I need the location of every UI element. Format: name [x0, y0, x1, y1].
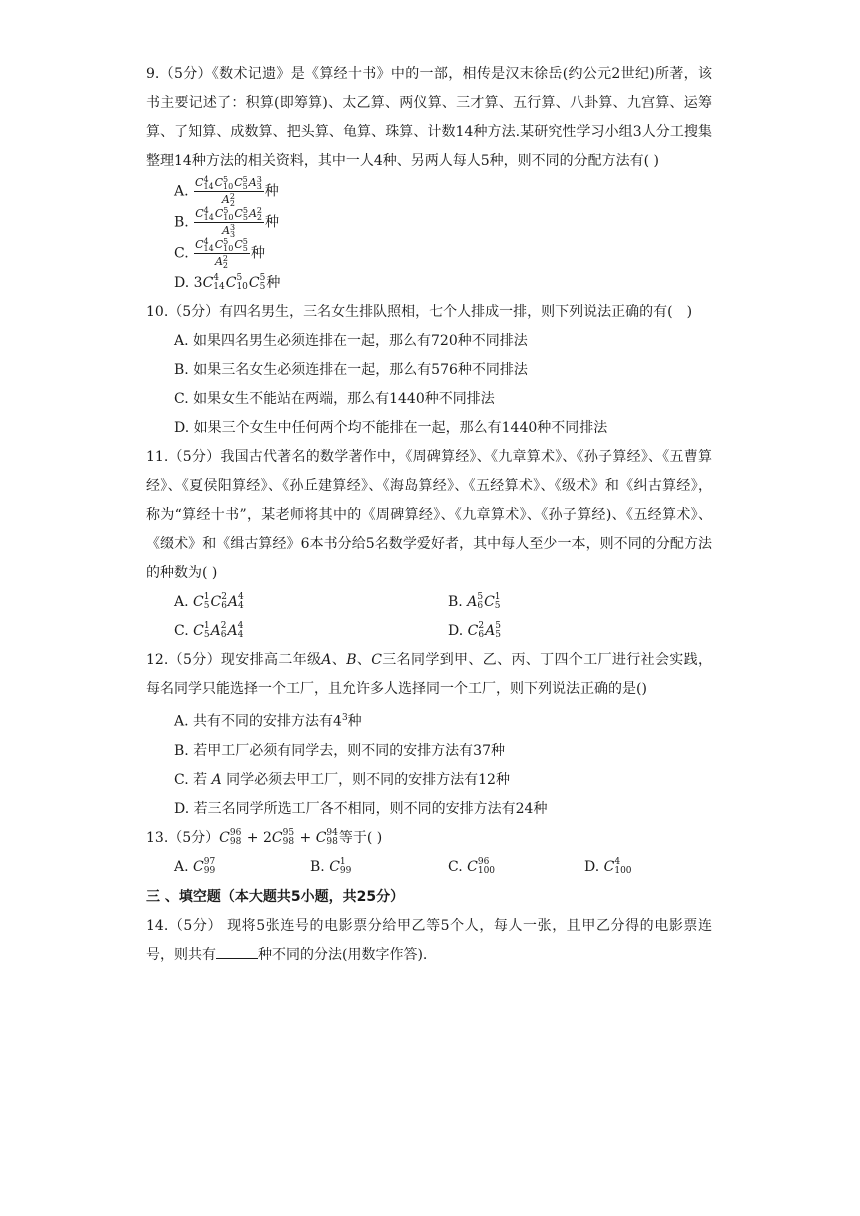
section-heading-fill-in: 三 、填空题（本大题共5小题，共25分）: [146, 888, 405, 905]
question-13-option-b[interactable]: B. C 1 99: [310, 856, 352, 876]
question-10-option-c[interactable]: C. 如果女生不能站在两端，那么有1440种不同排法: [174, 391, 495, 407]
question-12: [146, 646, 712, 824]
question-12-option-d[interactable]: D. 若三名同学所选工厂各不相同，则不同的安排方法有24种: [174, 800, 548, 817]
answer-blank[interactable]: [216, 944, 258, 959]
question-9-option-c[interactable]: C. C 4 14 C 5 10 C 5 5 A 2 2 种: [174, 237, 265, 270]
question-10-stem: 10.（5分）有四名男生，三名女生排队照相，七个人排成一排，则下列说法正确的有( ): [146, 304, 693, 320]
question-12-stem: 12.（5分）现安排高二年级A、B、C三名同学到甲、乙、丙、丁四个工厂进行社会实践，每名同学只能选择一个工厂，且允许多人选择同一个工厂，则下列说法正确的是(): [146, 652, 713, 697]
question-9-stem: 9.（5分）《数术记遗》是《算经十书》中的一部，相传是汉末徐岳(约公元2世纪)所著，该书主要记述了：积算(即筹算)、太乙算、两仪算、三才算、五行算、八卦算、九宫算、运筹算、了知算、成数算、把头算、龟算、珠算、计数14种方法.某研究性学习小组3人分工搜集整理14种方法的相关资料，其中一人4种、另两人每人5种，则不同的分配方法有( ): [146, 66, 712, 169]
question-10-option-a[interactable]: A. 如果四名男生必须连排在一起，那么有720种不同排法: [174, 333, 528, 349]
question-14-stem: 14.（5分） 现将5张连号的电影票分给甲乙等5个人，每人一张，且甲乙分得的电影票连号，则共有 种不同的分法(用数字作答).: [146, 917, 712, 963]
exam-page: [146, 60, 712, 970]
question-10-option-b[interactable]: B. 如果三名女生必须连排在一起，那么有576种不同排法: [174, 362, 528, 378]
question-10: [146, 298, 712, 443]
question-14: [146, 912, 712, 970]
question-13: [146, 824, 712, 882]
question-9-option-d[interactable]: D. 3C 4 14 C 5 10 C 5 5 种: [174, 273, 281, 292]
question-10-option-d[interactable]: D. 如果三个女生中任何两个均不能排在一起，那么有1440种不同排法: [174, 420, 608, 436]
question-9-option-b[interactable]: B. C 4 14 C 5 10 C 5 5 A 2 2 A 3 3 种: [174, 206, 279, 239]
question-9-option-a[interactable]: A. C 4 14 C 5 10 C 5 5 A 3 3 A 2 2 种: [174, 175, 279, 208]
question-11-option-b[interactable]: B. A 5 6 C 1 5: [448, 592, 501, 611]
question-9: [146, 60, 712, 298]
question-11-stem: 11.（5分）我国古代著名的数学著作中，《周碑算经》、《九章算术》、《孙子算经》、《五曹算经》、《夏侯阳算经》、《孙丘建算经》、《海岛算经》、《五经算术》、《级术》和《纠古算经》，称为“算经十书”，某老师将其中的《周碑算经》、《九章算术》、《孙子算经)、《五经算术》、《缀术》和《缉古算经》6本书分给5名数学爱好者，其中每人至少一本，则不同的分配方法的种数为( ): [146, 449, 712, 581]
question-11-option-c[interactable]: C. C 1 5 A 2 6 A 4 4: [174, 621, 244, 640]
question-12-option-c[interactable]: C. 若 A 同学必须去甲工厂，则不同的安排方法有12种: [174, 771, 510, 788]
question-13-option-a[interactable]: A. C 97 99: [174, 856, 216, 876]
question-11: [146, 443, 712, 646]
question-12-option-b[interactable]: B. 若甲工厂必须有同学去，则不同的安排方法有37种: [174, 742, 506, 759]
question-11-option-d[interactable]: D. C 2 6 A 5 5: [448, 621, 501, 640]
question-13-option-d[interactable]: D. C 4 100: [584, 856, 632, 876]
question-13-option-c[interactable]: C. C 96 100: [448, 856, 496, 876]
question-11-option-a[interactable]: A. C 1 5 C 2 6 A 4 4: [174, 592, 244, 611]
question-12-option-a[interactable]: A. 共有不同的安排方法有$4^3$种: [174, 713, 362, 730]
question-13-stem: 13.（5分）C 96 98 + 2C 95 98 + C 94 98 等于( ): [146, 827, 383, 847]
